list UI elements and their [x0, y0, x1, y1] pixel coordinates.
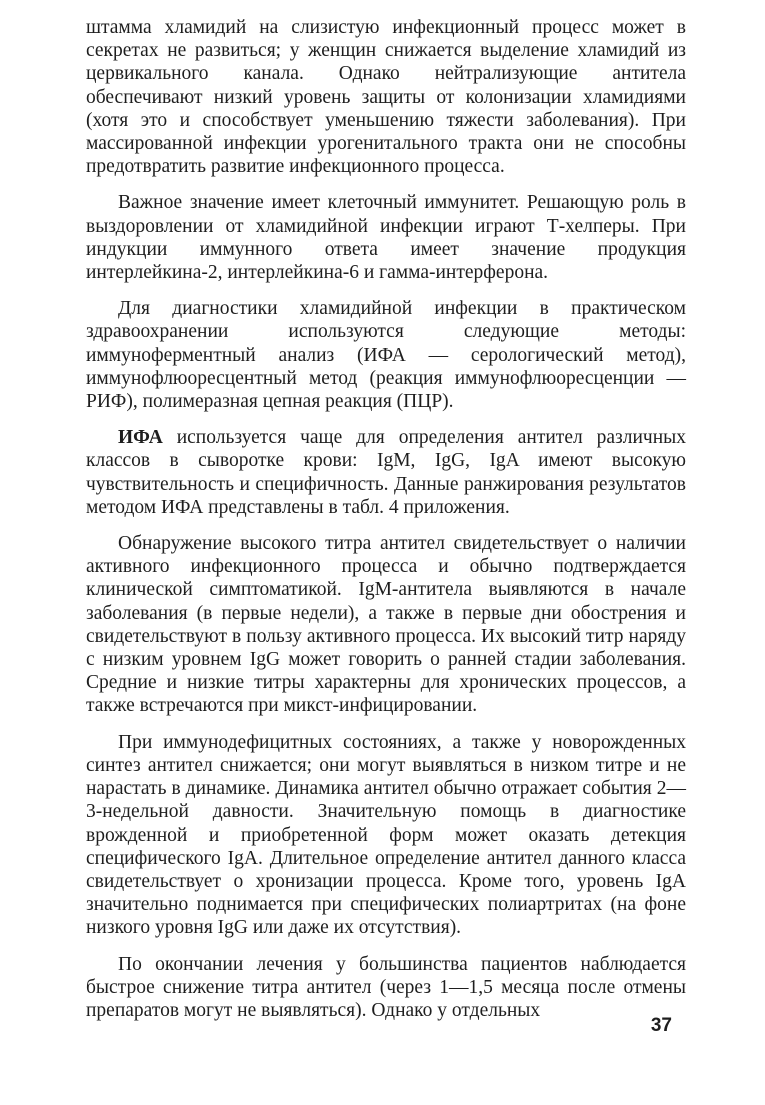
paragraph-3-text: Для диагностики хламидийной инфекции в практическом здравоохранении используются следующие методы: иммуноферментный анализ (ИФА — серологический метод), иммунофлюоресцентный метод (реакция иммунофлюоресценции — РИФ), полимеразная цепная реакция (ПЦР).: [86, 298, 686, 413]
paragraph-5-text: Обнаружение высокого титра антител свидетельствует о наличии активного инфекционного процесса и обычно подтверждается клинической симптоматикой. IgM-антитела выявляются в начале заболевания (в первые недели), а также в первые дни обострения и свидетельствуют в пользу активного процесса. Их высокий титр наряду с низким уровнем IgG может говорить о ранней стадии заболевания. Средние и низкие титры характерны для хронических процессов, а также встречаются при микст-инфицировании.: [86, 533, 686, 717]
page-body: [86, 16, 686, 1022]
paragraph-4-text: используется чаще для определения антител различных классов в сыворотке крови: IgM, IgG, IgA имеют высокую чувствительность и специфичность. Данные ранжирования результатов методом ИФА представлены в табл. 4 приложения.: [86, 427, 686, 518]
paragraph-6-text: При иммунодефицитных состояниях, а также у новорожденных синтез антител снижается; они могут выявляться в низком титре и не нарастать в динамике. Динамика антител обычно отражает события 2—3-недельной давности. Значительную помощь в диагностике врожденной и приобретенной форм может оказать детекция специфического IgA. Длительное определение антител данного класса свидетельствует о хронизации процесса. Кроме того, уровень IgA значительно поднимается при специфических полиартритах (на фоне низкого уровня IgG или даже их отсутствия).: [86, 731, 686, 939]
paragraph-7-text: По окончании лечения у большинства пациентов наблюдается быстрое снижение титра антител (через 1—1,5 месяца после отмены препаратов могут не выявляться). Однако у отдельных: [86, 953, 686, 1021]
paragraph-1: [86, 16, 686, 178]
paragraph-5: [86, 532, 686, 718]
paragraph-4: [86, 426, 686, 519]
paragraph-3: [86, 297, 686, 413]
paragraph-6: [86, 731, 686, 940]
paragraph-1-text: штамма хламидий на слизистую инфекционный процесс может в секретах не развиться; у женщин снижается выделение хламидий из цервикального канала. Однако нейтрализующие антитела обеспечивают низкий уровень защиты от колонизации хламидиями (хотя это и способствует уменьшению тяжести заболевания). При массированной инфекции урогенитального тракта они не способны предотвратить развитие инфекционного процесса.: [86, 17, 686, 178]
paragraph-4-lead: ИФА: [118, 427, 163, 449]
paragraph-2: [86, 191, 686, 284]
paragraph-7: [86, 953, 686, 1023]
paragraph-2-text: Важное значение имеет клеточный иммунитет. Решающую роль в выздоровлении от хламидийной инфекции играют Т-хелперы. При индукции иммунного ответа имеет значение продукция интерлейкина-2, интерлейкина-6 и гамма-интерферона.: [86, 192, 686, 284]
page-number: 37: [650, 1015, 672, 1036]
